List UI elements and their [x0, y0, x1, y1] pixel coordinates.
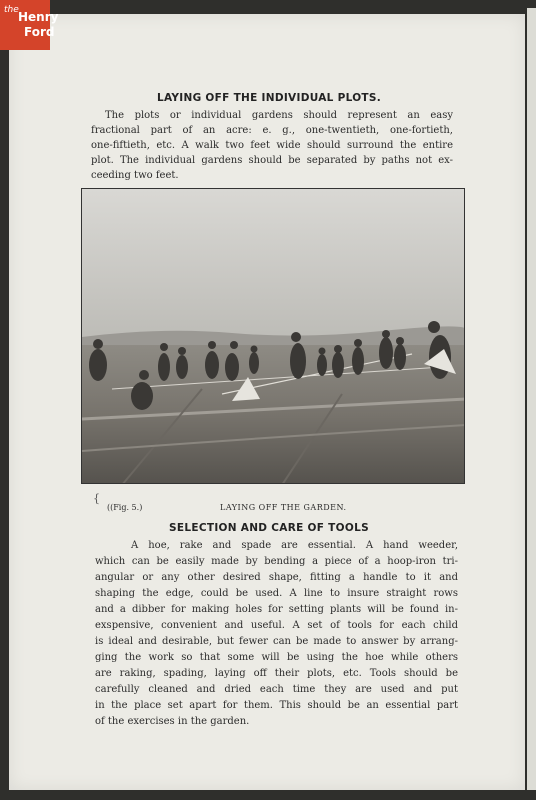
text-line: of the exercises in the garden. — [95, 716, 250, 727]
text-line: are raking, spading, laying off their plots, etc. Tools should be — [95, 668, 458, 679]
text-line: shaping the edge, could be used. A line to insure straight rows — [95, 588, 458, 599]
paragraph-plots — [91, 108, 453, 183]
text-line: in the place set apart for them. This should be an essential part — [95, 700, 458, 711]
logo-henry: Henry — [18, 10, 59, 24]
text-line: angular or any other desired shape, fitting a handle to it and — [95, 572, 458, 583]
text-line: ging the work so that some will be using the hoe while others — [95, 652, 458, 663]
text-line: is ideal and desirable, but fewer can be made to answer by arrang- — [95, 636, 458, 647]
text-line: and a dibber for making holes for setting plants will be found in- — [95, 604, 458, 615]
text-line: The plots or individual gardens should represent an easy — [105, 110, 453, 121]
section-heading-tools: SELECTION AND CARE OF TOOLS — [169, 522, 369, 534]
text-line: ceeding two feet. — [91, 170, 179, 181]
book-page — [9, 14, 525, 790]
henry-ford-logo — [0, 0, 59, 50]
text-line: fractional part of an acre: e. g., one-twentieth, one-fortieth, — [91, 125, 453, 136]
figure-caption: LAYING OFF THE GARDEN. — [220, 503, 347, 512]
figure-number: ((Fig. 5.) — [107, 503, 143, 512]
section-heading-plots: LAYING OFF THE INDIVIDUAL PLOTS. — [156, 92, 382, 104]
logo-the: the — [4, 5, 19, 15]
text-line: exspensive, convenient and useful. A set of tools for each child — [95, 620, 458, 631]
paragraph-tools — [95, 538, 458, 730]
text-line: A hoe, rake and spade are essential. A hand weeder, — [131, 540, 458, 551]
text-line: which can be easily made by bending a piece of a hoop-iron tri- — [95, 556, 458, 567]
text-line: one-fiftieth, etc. A walk two feet wide should surround the entire — [91, 140, 453, 151]
text-line: plot. The individual gardens should be separated by paths not ex- — [91, 155, 453, 166]
logo-ford: Ford — [24, 25, 55, 39]
pencil-mark: { — [93, 492, 100, 505]
garden-photograph — [81, 188, 465, 484]
page-edge — [527, 8, 536, 790]
text-line: carefully cleaned and dried each time they are used and put — [95, 684, 458, 695]
